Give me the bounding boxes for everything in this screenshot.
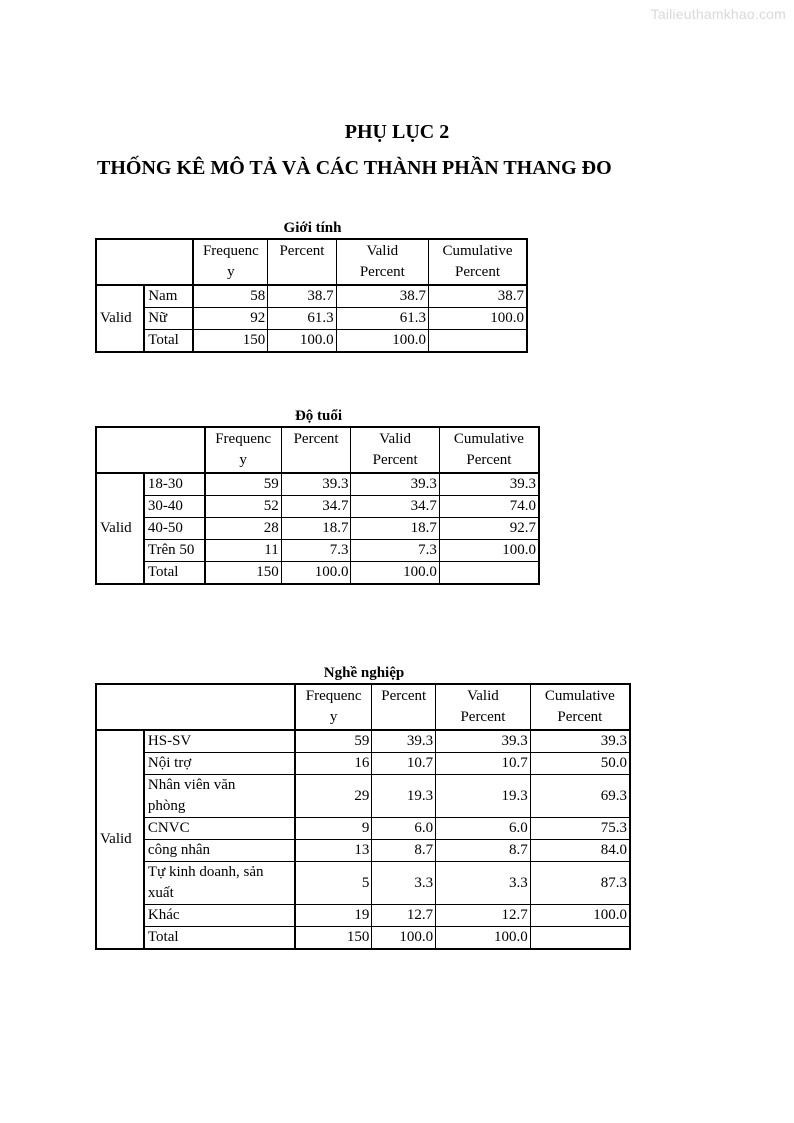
header-corner	[96, 684, 295, 730]
cell-percent: 100.0	[268, 330, 336, 353]
cell-cumulative-percent	[429, 330, 527, 353]
header-valid-percent: Valid Percent	[336, 239, 428, 285]
cell-valid-percent: 19.3	[436, 775, 531, 818]
table-header-row	[96, 427, 539, 473]
cell-valid-percent: 100.0	[336, 330, 428, 353]
cell-frequency: 59	[295, 730, 372, 753]
cell-cumulative-percent: 87.3	[530, 862, 630, 905]
cell-frequency: 52	[205, 496, 282, 518]
cell-frequency: 13	[295, 840, 372, 862]
cell-cumulative-percent	[439, 562, 539, 585]
cell-frequency: 29	[295, 775, 372, 818]
cell-percent: 18.7	[281, 518, 351, 540]
table-row-total	[96, 562, 539, 585]
cell-valid-percent: 39.3	[436, 730, 531, 753]
row-label: Nội trợ	[144, 753, 295, 775]
table-row	[96, 473, 539, 496]
row-label: 40-50	[144, 518, 205, 540]
cell-cumulative-percent: 92.7	[439, 518, 539, 540]
cell-frequency: 150	[295, 927, 372, 950]
header-corner	[96, 427, 205, 473]
cell-cumulative-percent: 50.0	[530, 753, 630, 775]
cell-percent: 12.7	[372, 905, 436, 927]
cell-cumulative-percent: 100.0	[429, 308, 527, 330]
cell-percent: 3.3	[372, 862, 436, 905]
cell-frequency: 150	[205, 562, 282, 585]
header-corner	[96, 239, 193, 285]
table-row	[96, 308, 527, 330]
cell-cumulative-percent: 39.3	[439, 473, 539, 496]
cell-percent: 19.3	[372, 775, 436, 818]
header-percent: Percent	[372, 684, 436, 730]
cell-valid-percent: 100.0	[351, 562, 439, 585]
cell-percent: 38.7	[268, 285, 336, 308]
page-subtitle: THỐNG KÊ MÔ TẢ VÀ CÁC THÀNH PHẦN THANG ĐO	[97, 157, 612, 179]
table-caption-gender: Giới tính	[283, 220, 342, 236]
row-label: Total	[144, 562, 205, 585]
header-percent: Percent	[281, 427, 351, 473]
row-label: Trên 50	[144, 540, 205, 562]
header-frequency: Frequenc y	[295, 684, 372, 730]
row-label: Nữ	[144, 308, 193, 330]
row-label: HS-SV	[144, 730, 295, 753]
age-frequency-table	[95, 426, 540, 585]
header-cumulative-percent: Cumulative Percent	[530, 684, 630, 730]
row-label: Nhân viên văn phòng	[144, 775, 295, 818]
cell-percent: 8.7	[372, 840, 436, 862]
header-frequency: Frequenc y	[205, 427, 282, 473]
cell-valid-percent: 34.7	[351, 496, 439, 518]
cell-percent: 39.3	[281, 473, 351, 496]
cell-valid-percent: 39.3	[351, 473, 439, 496]
table-row	[96, 905, 630, 927]
cell-valid-percent: 3.3	[436, 862, 531, 905]
table-row-total	[96, 330, 527, 353]
cell-percent: 100.0	[281, 562, 351, 585]
cell-percent: 34.7	[281, 496, 351, 518]
table-row	[96, 285, 527, 308]
row-label: Nam	[144, 285, 193, 308]
table-row	[96, 818, 630, 840]
group-label-valid: Valid	[96, 285, 144, 352]
row-label: Tự kinh doanh, sản xuất	[144, 862, 295, 905]
header-valid-percent: Valid Percent	[351, 427, 439, 473]
header-frequency: Frequenc y	[193, 239, 267, 285]
cell-frequency: 58	[193, 285, 267, 308]
watermark: Tailieuthamkhao.com	[650, 6, 786, 22]
row-label: 30-40	[144, 496, 205, 518]
header-cumulative-percent: Cumulative Percent	[429, 239, 527, 285]
cell-percent: 39.3	[372, 730, 436, 753]
cell-valid-percent: 10.7	[436, 753, 531, 775]
cell-valid-percent: 100.0	[436, 927, 531, 950]
cell-frequency: 92	[193, 308, 267, 330]
row-label: CNVC	[144, 818, 295, 840]
header-cumulative-percent: Cumulative Percent	[439, 427, 539, 473]
cell-valid-percent: 6.0	[436, 818, 531, 840]
cell-valid-percent: 8.7	[436, 840, 531, 862]
header-valid-percent: Valid Percent	[436, 684, 531, 730]
cell-cumulative-percent: 100.0	[439, 540, 539, 562]
cell-percent: 7.3	[281, 540, 351, 562]
cell-frequency: 59	[205, 473, 282, 496]
cell-cumulative-percent: 84.0	[530, 840, 630, 862]
cell-valid-percent: 12.7	[436, 905, 531, 927]
table-row	[96, 775, 630, 818]
table-row	[96, 753, 630, 775]
cell-frequency: 9	[295, 818, 372, 840]
row-label: 18-30	[144, 473, 205, 496]
cell-cumulative-percent: 74.0	[439, 496, 539, 518]
page-title: PHỤ LỤC 2	[344, 121, 450, 143]
table-row-total	[96, 927, 630, 950]
cell-frequency: 16	[295, 753, 372, 775]
cell-cumulative-percent: 100.0	[530, 905, 630, 927]
table-row	[96, 496, 539, 518]
cell-frequency: 19	[295, 905, 372, 927]
cell-frequency: 150	[193, 330, 267, 353]
cell-cumulative-percent: 69.3	[530, 775, 630, 818]
occupation-frequency-table	[95, 683, 631, 950]
table-row	[96, 518, 539, 540]
header-percent: Percent	[268, 239, 336, 285]
cell-valid-percent: 38.7	[336, 285, 428, 308]
table-header-row	[96, 684, 630, 730]
table-header-row	[96, 239, 527, 285]
row-label: Khác	[144, 905, 295, 927]
row-label: Total	[144, 927, 295, 950]
cell-frequency: 11	[205, 540, 282, 562]
cell-cumulative-percent: 38.7	[429, 285, 527, 308]
group-label-valid: Valid	[96, 730, 144, 949]
table-caption-age: Độ tuổi	[294, 408, 343, 424]
cell-percent: 61.3	[268, 308, 336, 330]
cell-valid-percent: 61.3	[336, 308, 428, 330]
cell-percent: 6.0	[372, 818, 436, 840]
table-row	[96, 862, 630, 905]
table-caption-occupation: Nghề nghiệp	[323, 665, 405, 681]
cell-percent: 10.7	[372, 753, 436, 775]
cell-cumulative-percent: 39.3	[530, 730, 630, 753]
group-label-valid: Valid	[96, 473, 144, 584]
table-row	[96, 540, 539, 562]
cell-valid-percent: 7.3	[351, 540, 439, 562]
cell-percent: 100.0	[372, 927, 436, 950]
cell-cumulative-percent	[530, 927, 630, 950]
table-row	[96, 840, 630, 862]
cell-valid-percent: 18.7	[351, 518, 439, 540]
gender-frequency-table	[95, 238, 528, 353]
row-label: công nhân	[144, 840, 295, 862]
row-label: Total	[144, 330, 193, 353]
cell-frequency: 5	[295, 862, 372, 905]
table-row	[96, 730, 630, 753]
cell-cumulative-percent: 75.3	[530, 818, 630, 840]
cell-frequency: 28	[205, 518, 282, 540]
